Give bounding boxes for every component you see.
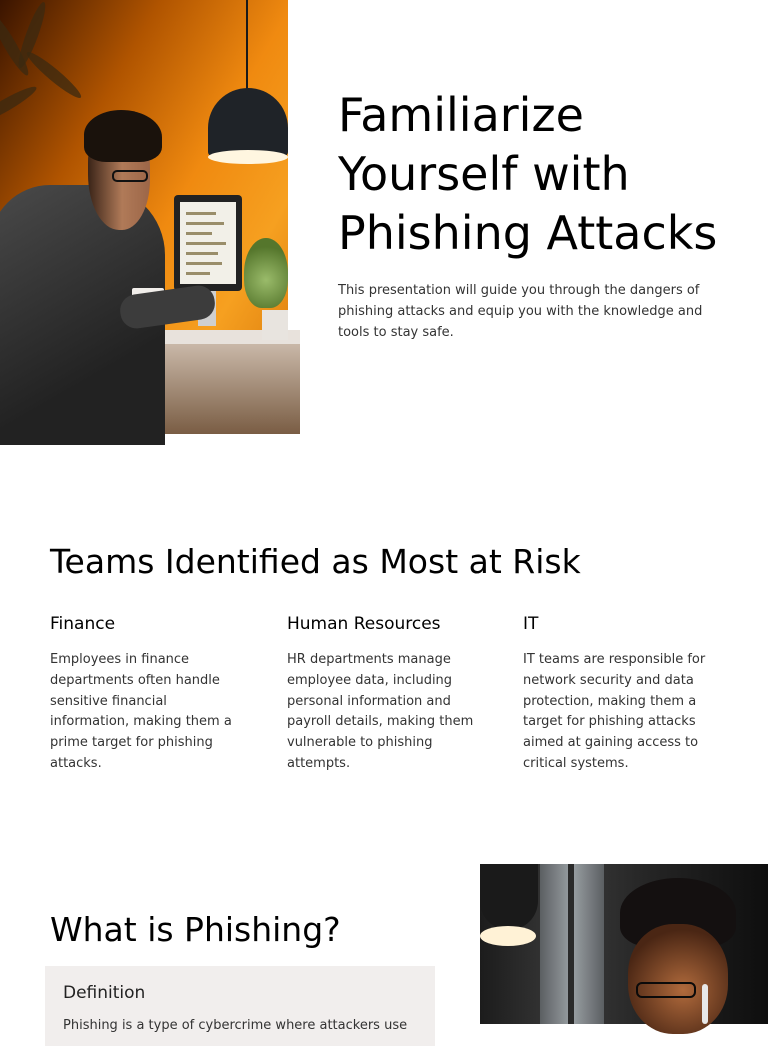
teams-heading: Teams Identified as Most at Risk (50, 542, 581, 581)
team-title: Finance (50, 614, 116, 634)
team-card-it (523, 612, 713, 775)
team-description: IT teams are responsible for network security and data protection, making them a target for phishing attacks aimed at gaining access to critical systems. (523, 652, 706, 771)
definition-text: Phishing is a type of cybercrime where attackers use (63, 1018, 408, 1033)
hero-subtitle: This presentation will guide you through the dangers of phishing attacks and equip you with the knowledge and tools to stay safe. (338, 283, 703, 340)
team-card-human-resources (287, 612, 477, 775)
definition-card (45, 966, 435, 1046)
hero-title: Familiarize Yourself with Phishing Attacks (338, 88, 718, 260)
team-title: IT (523, 614, 539, 634)
team-description: HR departments manage employee data, including personal information and payroll details, making them vulnerable to phishing attempts. (287, 652, 474, 771)
phishing-image (480, 864, 768, 1024)
team-card-finance (50, 612, 240, 775)
team-description: Employees in finance departments often handle sensitive financial information, making them a prime target for phishing attacks. (50, 652, 232, 771)
hero-image (0, 0, 288, 432)
team-title: Human Resources (287, 614, 441, 634)
phishing-heading: What is Phishing? (50, 910, 341, 949)
definition-title: Definition (63, 983, 146, 1003)
